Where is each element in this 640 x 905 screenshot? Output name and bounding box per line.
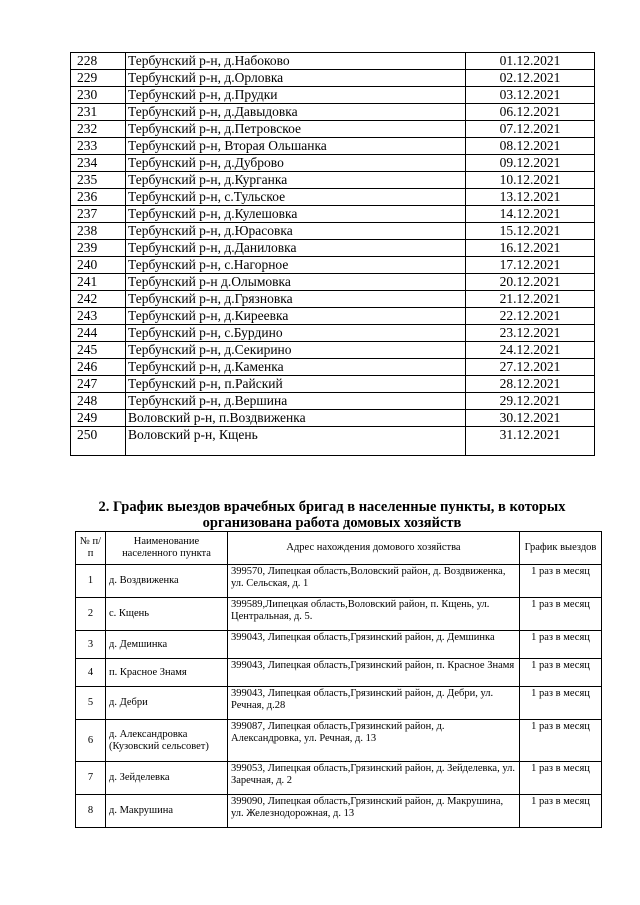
table-row (71, 376, 595, 393)
table-row (71, 325, 595, 342)
row-place: Тербунский р-н, д.Даниловка (126, 240, 466, 257)
row-number: 234 (71, 155, 126, 172)
table-row (71, 257, 595, 274)
row-date: 07.12.2021 (466, 121, 595, 138)
row-number: 8 (76, 795, 106, 828)
table-row (71, 87, 595, 104)
header-name: Наименование населенного пункта (106, 532, 228, 565)
schedule-table-1 (70, 52, 595, 456)
row-place: Тербунский р-н, д.Курганка (126, 172, 466, 189)
row-place: п. Красное Знамя (106, 659, 228, 687)
table-row (71, 104, 595, 121)
header-num: № п/п (76, 532, 106, 565)
table-row (71, 70, 595, 87)
row-date: 15.12.2021 (466, 223, 595, 240)
row-place: Тербунский р-н, д.Кулешовка (126, 206, 466, 223)
row-number: 245 (71, 342, 126, 359)
table-row (76, 598, 602, 631)
row-schedule: 1 раз в месяц (520, 687, 602, 720)
table-row (76, 762, 602, 795)
row-schedule: 1 раз в месяц (520, 659, 602, 687)
row-schedule: 1 раз в месяц (520, 631, 602, 659)
table-header-row (76, 532, 602, 565)
row-date: 06.12.2021 (466, 104, 595, 121)
table-row (76, 687, 602, 720)
table-row (71, 206, 595, 223)
section-heading (70, 499, 594, 531)
row-address: 399053, Липецкая область,Грязинский район, д. Зейделевка, ул. Заречная, д. 2 (228, 762, 520, 795)
row-number: 6 (76, 720, 106, 762)
row-date: 27.12.2021 (466, 359, 595, 376)
table-row (71, 189, 595, 206)
row-schedule: 1 раз в месяц (520, 720, 602, 762)
row-number: 239 (71, 240, 126, 257)
row-schedule: 1 раз в месяц (520, 565, 602, 598)
row-place: д. Александровка (Кузовский сельсовет) (106, 720, 228, 762)
row-schedule: 1 раз в месяц (520, 762, 602, 795)
row-number: 242 (71, 291, 126, 308)
table-row (71, 342, 595, 359)
row-place: Тербунский р-н, д.Прудки (126, 87, 466, 104)
table-row (71, 274, 595, 291)
row-date: 13.12.2021 (466, 189, 595, 206)
table-row (71, 138, 595, 155)
row-place: Тербунский р-н, с.Нагорное (126, 257, 466, 274)
table-row (76, 631, 602, 659)
row-date: 28.12.2021 (466, 376, 595, 393)
table-row (71, 223, 595, 240)
row-date: 29.12.2021 (466, 393, 595, 410)
row-number: 235 (71, 172, 126, 189)
row-place: д. Макрушина (106, 795, 228, 828)
row-date: 14.12.2021 (466, 206, 595, 223)
row-place: Тербунский р-н, д.Орловка (126, 70, 466, 87)
row-date: 08.12.2021 (466, 138, 595, 155)
row-number: 232 (71, 121, 126, 138)
table-row (71, 393, 595, 410)
row-date: 22.12.2021 (466, 308, 595, 325)
table-row (71, 308, 595, 325)
row-number: 3 (76, 631, 106, 659)
header-address: Адрес нахождения домового хозяйства (228, 532, 520, 565)
row-place: д. Воздвиженка (106, 565, 228, 598)
table-row (76, 659, 602, 687)
row-place: д. Дебри (106, 687, 228, 720)
row-number: 5 (76, 687, 106, 720)
row-number: 4 (76, 659, 106, 687)
row-date: 17.12.2021 (466, 257, 595, 274)
row-place: д. Зейделевка (106, 762, 228, 795)
row-address: 399043, Липецкая область,Грязинский район, д. Дебри, ул. Речная, д.28 (228, 687, 520, 720)
row-place: Тербунский р-н, д.Петровское (126, 121, 466, 138)
row-number: 248 (71, 393, 126, 410)
row-date: 31.12.2021 (466, 427, 595, 456)
row-number: 243 (71, 308, 126, 325)
header-schedule: График выездов (520, 532, 602, 565)
row-place: Тербунский р-н, д.Грязновка (126, 291, 466, 308)
row-place: Тербунский р-н, д.Киреевка (126, 308, 466, 325)
row-number: 250 (71, 427, 126, 456)
row-place: Тербунский р-н, д.Дуброво (126, 155, 466, 172)
row-date: 30.12.2021 (466, 410, 595, 427)
table-row (71, 53, 595, 70)
schedule-table-2-body (76, 532, 602, 828)
row-place: Тербунский р-н, д.Юрасовка (126, 223, 466, 240)
row-place: Тербунский р-н, Вторая Ольшанка (126, 138, 466, 155)
table-row (71, 155, 595, 172)
row-place: Тербунский р-н, п.Райский (126, 376, 466, 393)
row-place: Тербунский р-н, д.Вершина (126, 393, 466, 410)
row-place: Тербунский р-н д.Олымовка (126, 274, 466, 291)
table-row (71, 121, 595, 138)
row-number: 2 (76, 598, 106, 631)
section-heading-line-1: 2. График выездов врачебных бригад в населенные пункты, в которых (98, 499, 566, 515)
row-place: д. Демшинка (106, 631, 228, 659)
row-address: 399589,Липецкая область,Воловский район, п. Кщень, ул. Центральная, д. 5. (228, 598, 520, 631)
row-number: 233 (71, 138, 126, 155)
row-place: Тербунский р-н, д.Каменка (126, 359, 466, 376)
row-place: Воловский р-н, п.Воздвиженка (126, 410, 466, 427)
row-number: 237 (71, 206, 126, 223)
table-row (76, 565, 602, 598)
row-address: 399043, Липецкая область,Грязинский район, д. Демшинка (228, 631, 520, 659)
row-number: 229 (71, 70, 126, 87)
row-place: Тербунский р-н, с.Бурдино (126, 325, 466, 342)
schedule-table-2 (75, 531, 602, 828)
row-place: Тербунский р-н, д.Набоково (126, 53, 466, 70)
row-address: 399570, Липецкая область,Воловский район, д. Воздвиженка, ул. Сельская, д. 1 (228, 565, 520, 598)
row-number: 246 (71, 359, 126, 376)
table-row (71, 291, 595, 308)
row-date: 24.12.2021 (466, 342, 595, 359)
row-address: 399090, Липецкая область,Грязинский район, д. Макрушина, ул. Железнодорожная, д. 13 (228, 795, 520, 828)
row-place: Тербунский р-н, д.Давыдовка (126, 104, 466, 121)
row-date: 01.12.2021 (466, 53, 595, 70)
row-schedule: 1 раз в месяц (520, 598, 602, 631)
row-number: 241 (71, 274, 126, 291)
row-date: 02.12.2021 (466, 70, 595, 87)
table-row (76, 795, 602, 828)
table-row (76, 720, 602, 762)
row-date: 23.12.2021 (466, 325, 595, 342)
row-number: 238 (71, 223, 126, 240)
row-number: 249 (71, 410, 126, 427)
table-row (71, 172, 595, 189)
row-date: 16.12.2021 (466, 240, 595, 257)
schedule-table-1-body (71, 53, 595, 456)
row-address: 399043, Липецкая область,Грязинский район, п. Красное Знамя (228, 659, 520, 687)
row-place: Тербунский р-н, д.Секирино (126, 342, 466, 359)
table-row (71, 359, 595, 376)
row-date: 21.12.2021 (466, 291, 595, 308)
row-date: 03.12.2021 (466, 87, 595, 104)
row-place: Воловский р-н, Кщень (126, 427, 466, 456)
section-heading-line-2: организована работа домовых хозяйств (202, 515, 462, 531)
row-number: 244 (71, 325, 126, 342)
row-number: 1 (76, 565, 106, 598)
table-row (71, 427, 595, 456)
row-date: 09.12.2021 (466, 155, 595, 172)
row-number: 231 (71, 104, 126, 121)
row-number: 228 (71, 53, 126, 70)
row-place: Тербунский р-н, с.Тульское (126, 189, 466, 206)
row-address: 399087, Липецкая область,Грязинский район, д. Александровка, ул. Речная, д. 13 (228, 720, 520, 762)
row-number: 7 (76, 762, 106, 795)
row-date: 10.12.2021 (466, 172, 595, 189)
table-row (71, 240, 595, 257)
row-number: 236 (71, 189, 126, 206)
row-number: 240 (71, 257, 126, 274)
row-schedule: 1 раз в месяц (520, 795, 602, 828)
row-number: 247 (71, 376, 126, 393)
table-row (71, 410, 595, 427)
row-place: с. Кщень (106, 598, 228, 631)
row-number: 230 (71, 87, 126, 104)
row-date: 20.12.2021 (466, 274, 595, 291)
